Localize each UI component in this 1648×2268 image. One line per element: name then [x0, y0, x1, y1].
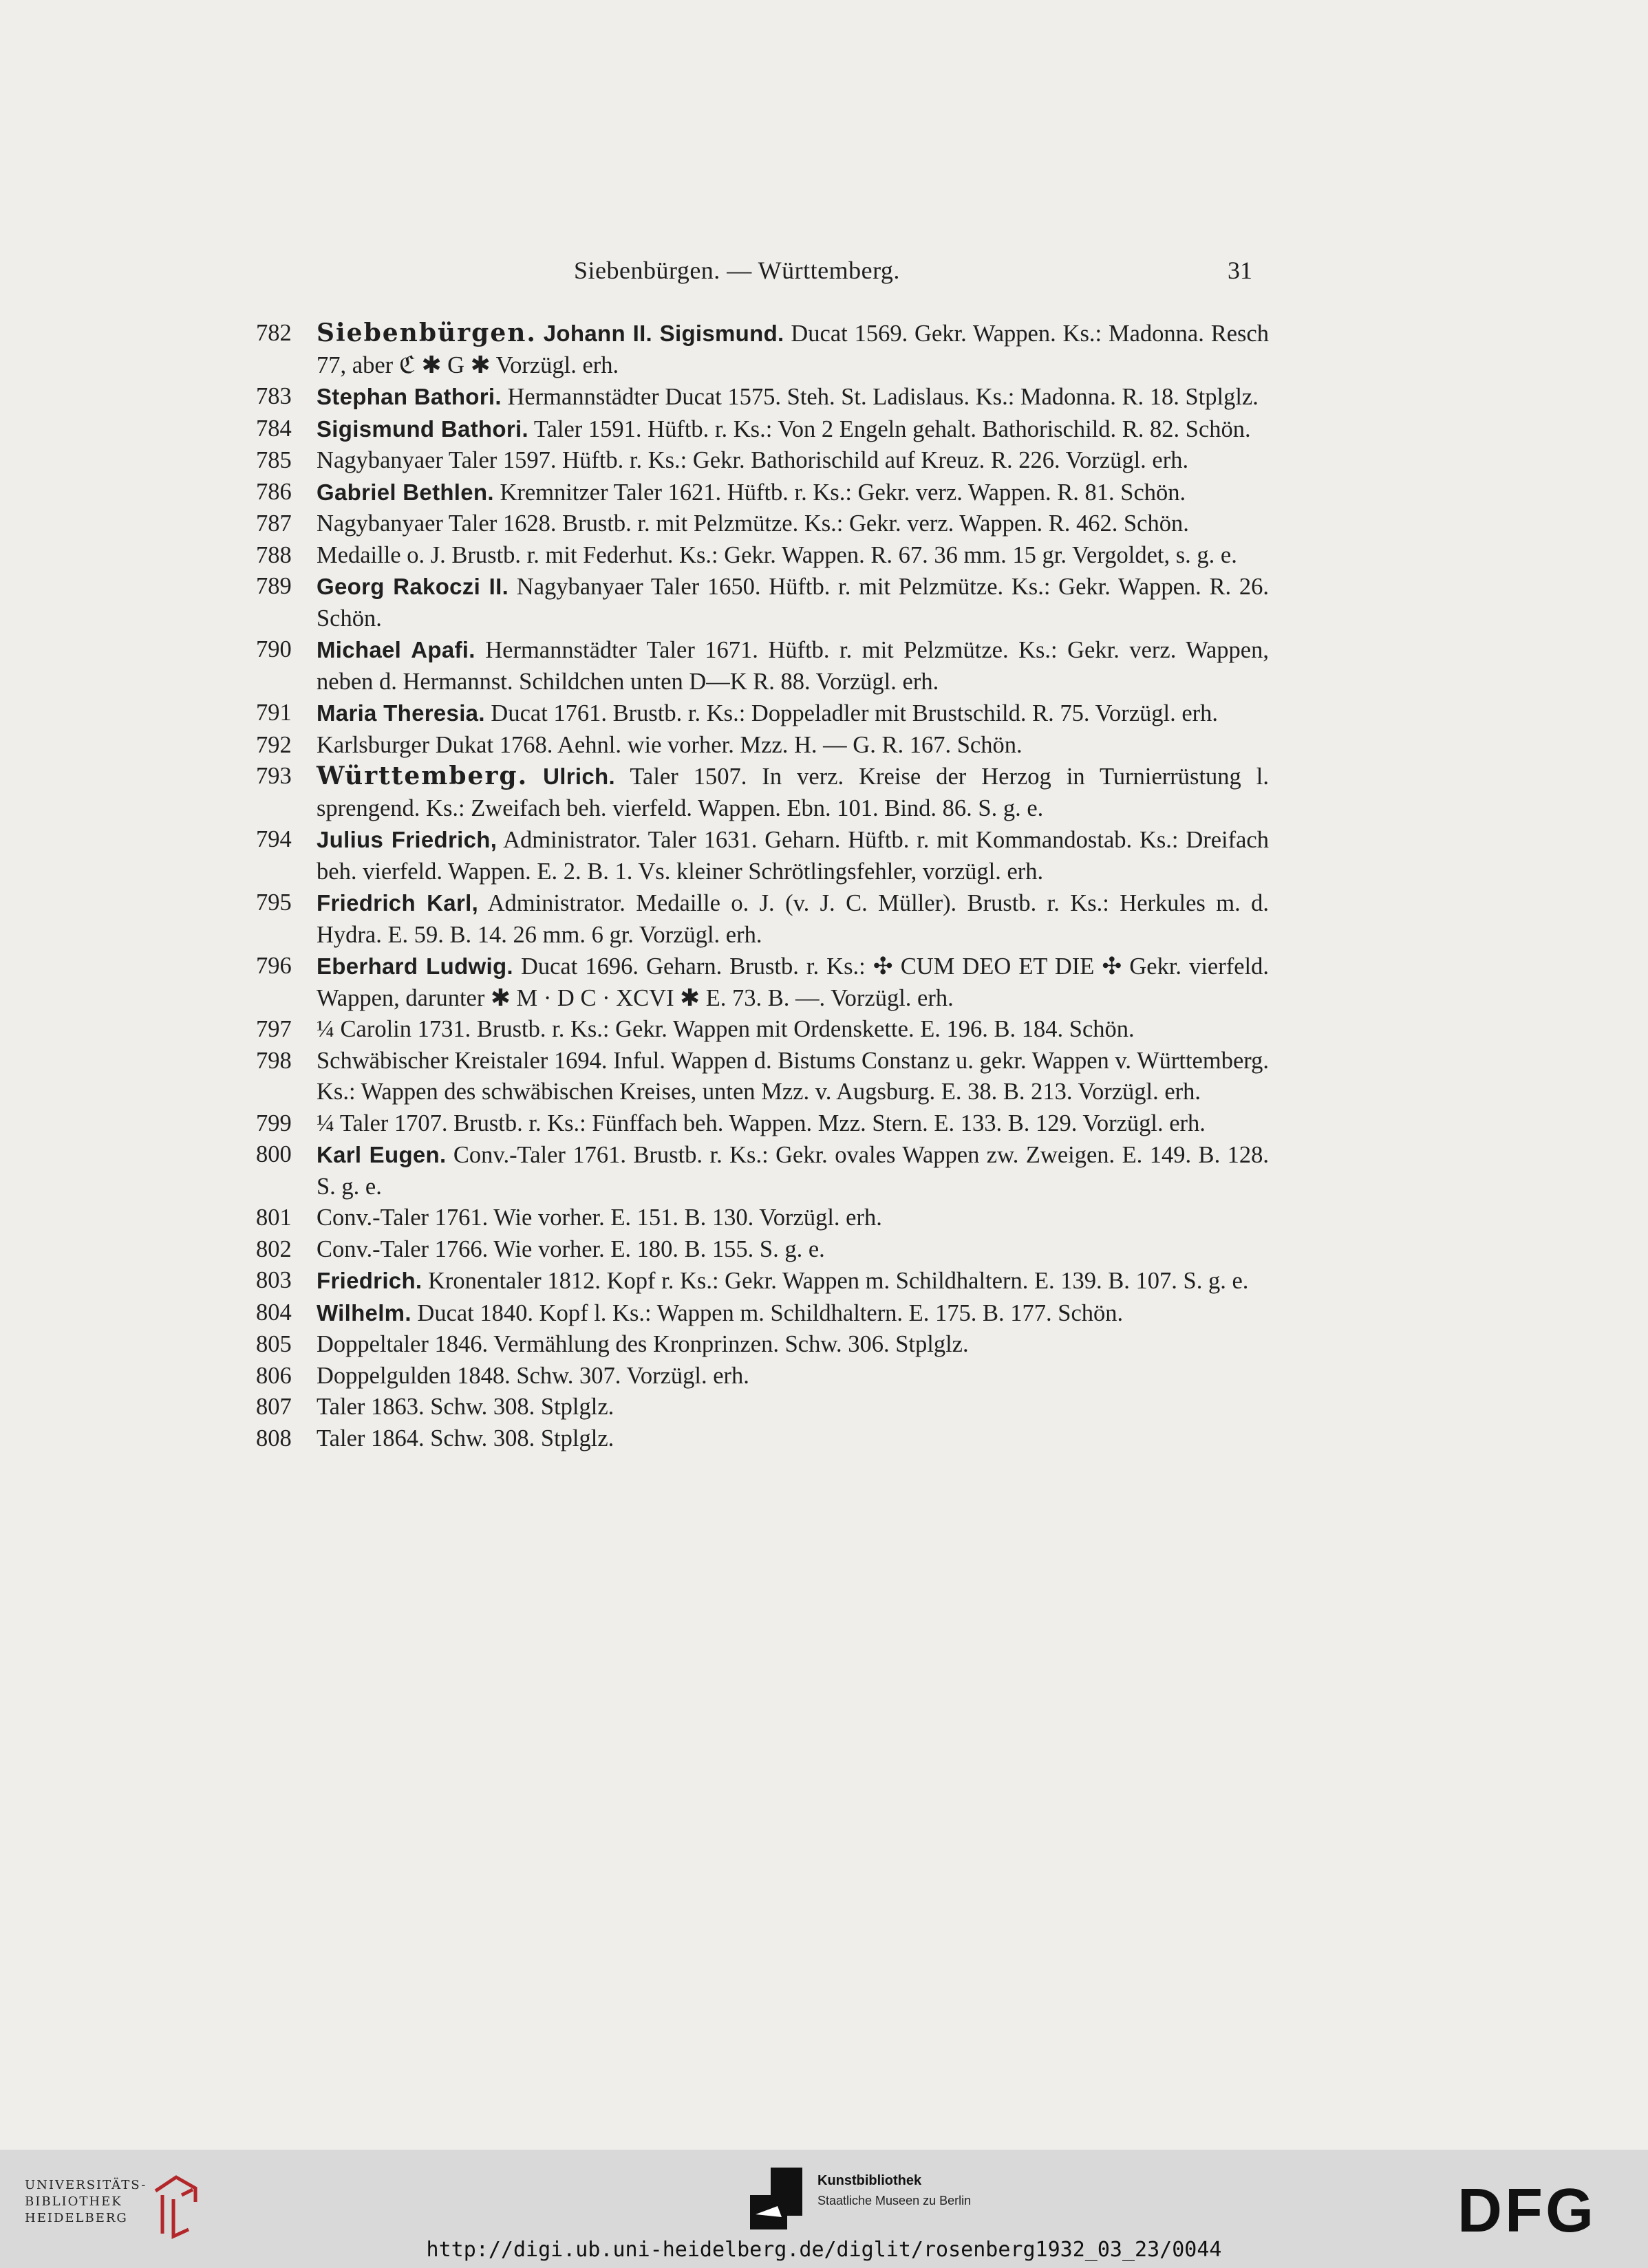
- catalog-entry: [248, 477, 1280, 509]
- entry-description: [317, 1202, 1280, 1234]
- region-heading: Siebenbürgen.: [317, 318, 537, 347]
- catalog-entry: [248, 887, 1280, 951]
- entry-description: [317, 1392, 1280, 1423]
- entry-number: 795: [256, 889, 292, 916]
- entry-description: [317, 381, 1280, 413]
- entry-number: 784: [256, 415, 292, 442]
- entry-number: 788: [256, 541, 292, 568]
- catalog-entry: [248, 1046, 1280, 1108]
- entry-text: Nagybanyaer Taler 1650. Hüftb. r. mit Pelzmütze. Ks.: Gekr. Wappen. R. 26. Schön.: [317, 574, 1269, 631]
- entry-description: [317, 1423, 1280, 1455]
- kunstbibliothek-icon: [750, 2168, 802, 2229]
- entry-number: 807: [256, 1394, 292, 1420]
- entry-text: [537, 321, 544, 347]
- entry-text: Hermannstädter Taler 1671. Hüftb. r. mit Pelzmütze. Ks.: Gekr. verz. Wappen, neben d. Hermannst. Schildchen unten D—K R. 88. Vorzügl. erh.: [317, 637, 1269, 695]
- entry-description: [317, 761, 1280, 824]
- entry-text: Ducat 1761. Brustb. r. Ks.: Doppeladler mit Brustschild. R. 75. Vorzügl. erh.: [484, 700, 1219, 726]
- entry-text: Doppeltaler 1846. Vermählung des Kronprinzen. Schw. 306. Stplglz.: [317, 1331, 969, 1357]
- entry-text: Taler 1863. Schw. 308. Stplglz.: [317, 1394, 614, 1420]
- entry-number: 782: [256, 320, 292, 346]
- ruler-name: Karl Eugen.: [317, 1142, 447, 1167]
- catalog-entry: [248, 1423, 1280, 1455]
- entry-number: 790: [256, 636, 292, 662]
- catalog-entry: [248, 1234, 1280, 1266]
- entry-number: 798: [256, 1047, 292, 1074]
- catalog-entry: [248, 1392, 1280, 1423]
- entry-number: 792: [256, 731, 292, 758]
- entry-number: 799: [256, 1110, 292, 1136]
- entry-text: Taler 1507. In verz. Kreise der Herzog in Turnierrüstung l. sprengend. Ks.: Zweifach beh. vierfeld. Wappen. Ebn. 101. Bind. 86. S. g. e.: [317, 764, 1270, 821]
- catalog-entry: [248, 1265, 1280, 1297]
- running-head: [0, 256, 1648, 297]
- entry-text: Conv.-Taler 1761. Brustb. r. Ks.: Gekr. ovales Wappen zw. Zweigen. E. 149. B. 128. S. g. e.: [317, 1142, 1270, 1200]
- entry-description: [317, 698, 1280, 730]
- entry-description: [317, 1361, 1280, 1392]
- entry-number: 797: [256, 1016, 292, 1042]
- entry-text: Ducat 1569. Gekr. Wappen. Ks.: Madonna. Resch 77, aber ℭ ✱ G ✱ Vorzügl. erh.: [317, 321, 1270, 378]
- entry-text: Schwäbischer Kreistaler 1694. Inful. Wappen d. Bistums Constanz u. gekr. Wappen v. Württemberg. Ks.: Wappen des schwäbischen Kreises, unten Mzz. v. Augsburg. E. 38. B. 213. Vorzügl. erh.: [317, 1047, 1269, 1105]
- entry-description: [317, 445, 1280, 477]
- ruler-name: Friedrich.: [317, 1268, 422, 1293]
- entry-number: 786: [256, 478, 292, 505]
- entry-description: [317, 571, 1280, 634]
- entry-description: [317, 1139, 1280, 1202]
- entry-description: [317, 887, 1280, 951]
- ruler-name: Julius Friedrich,: [317, 827, 497, 852]
- entry-description: [317, 951, 1280, 1014]
- ruler-name: Johann II. Sigismund.: [543, 321, 784, 346]
- ruler-name: Maria Theresia.: [317, 700, 485, 726]
- ruler-name: Sigismund Bathori.: [317, 415, 528, 442]
- entry-text: Conv.-Taler 1761. Wie vorher. E. 151. B. 130. Vorzügl. erh.: [317, 1205, 882, 1231]
- kunstbibliothek-logo[interactable]: [750, 2168, 1025, 2229]
- entry-number: 785: [256, 447, 292, 473]
- entry-description: [317, 1234, 1280, 1266]
- entry-text: Nagybanyaer Taler 1628. Brustb. r. mit Pelzmütze. Ks.: Gekr. verz. Wappen. R. 462. Schön.: [317, 510, 1189, 537]
- entry-description: [317, 730, 1280, 762]
- catalog-entry: [248, 634, 1280, 698]
- entry-text: Ducat 1696. Geharn. Brustb. r. Ks.: ✣ CUM DEO ET DIE ✣ Gekr. vierfeld. Wappen, darunter ✱ M · D C · XCVI ✱ E. 73. B. —. Vorzügl. erh.: [317, 953, 1269, 1011]
- ruler-name: Gabriel Bethlen.: [317, 479, 494, 505]
- entry-text: Taler 1591. Hüftb. r. Ks.: Von 2 Engeln gehalt. Bathorischild. R. 82. Schön.: [528, 415, 1251, 442]
- catalog-entry: [248, 381, 1280, 413]
- entry-number: 794: [256, 826, 292, 852]
- uni-logo-line: BIBLIOTHEK: [25, 2194, 122, 2209]
- entry-description: [317, 1265, 1280, 1297]
- entry-text: ¼ Taler 1707. Brustb. r. Ks.: Fünffach beh. Wappen. Mzz. Stern. E. 133. B. 129. Vorzügl. erh.: [317, 1110, 1206, 1136]
- catalog-list: [248, 318, 1280, 1454]
- entry-text: ¼ Carolin 1731. Brustb. r. Ks.: Gekr. Wappen mit Ordenskette. E. 196. B. 184. Schön.: [317, 1016, 1135, 1042]
- catalog-entry: [248, 1297, 1280, 1330]
- catalog-entry: [248, 1202, 1280, 1234]
- entry-description: [317, 1108, 1280, 1140]
- catalog-entry: [248, 508, 1280, 540]
- kunstbibliothek-subtitle: Staatliche Museen zu Berlin: [817, 2194, 972, 2207]
- entry-description: [317, 1329, 1280, 1361]
- entry-number: 803: [256, 1267, 292, 1293]
- ruler-name: Michael Apafi.: [317, 637, 475, 662]
- catalog-entry: [248, 951, 1280, 1014]
- catalog-entry: [248, 698, 1280, 730]
- catalog-entry: [248, 1139, 1280, 1202]
- catalog-entry: [248, 1361, 1280, 1392]
- entry-number: 808: [256, 1425, 292, 1451]
- entry-description: [317, 1014, 1280, 1046]
- entry-text: Medaille o. J. Brustb. r. mit Federhut. Ks.: Gekr. Wappen. R. 67. 36 mm. 15 gr. Vergoldet, s. g. e.: [317, 541, 1237, 568]
- catalog-entry: [248, 824, 1280, 887]
- catalog-entry: [248, 413, 1280, 446]
- catalog-entry: [248, 1329, 1280, 1361]
- entry-description: [317, 634, 1280, 698]
- entry-description: [317, 1046, 1280, 1108]
- entry-text: Ducat 1840. Kopf l. Ks.: Wappen m. Schildhaltern. E. 175. B. 177. Schön.: [411, 1299, 1124, 1326]
- entry-text: Nagybanyaer Taler 1597. Hüftb. r. Ks.: Gekr. Bathorischild auf Kreuz. R. 226. Vorzügl. erh.: [317, 447, 1189, 473]
- ruler-name: Stephan Bathori.: [317, 384, 502, 409]
- entry-text: Kronentaler 1812. Kopf r. Ks.: Gekr. Wappen m. Schildhaltern. E. 139. B. 107. S. g. e.: [422, 1268, 1249, 1294]
- entry-text: Administrator. Medaille o. J. (v. J. C. Müller). Brustb. r. Ks.: Herkules m. d. Hydra. E. 59. B. 14. 26 mm. 6 gr. Vorzügl. erh.: [317, 890, 1269, 948]
- entry-text: Taler 1864. Schw. 308. Stplglz.: [317, 1425, 614, 1451]
- entry-description: [317, 413, 1280, 446]
- ruler-name: Eberhard Ludwig.: [317, 953, 513, 979]
- ruler-name: Friedrich Karl,: [317, 890, 479, 916]
- entry-text: Conv.-Taler 1766. Wie vorher. E. 180. B. 155. S. g. e.: [317, 1235, 825, 1262]
- entry-text: Hermannstädter Ducat 1575. Steh. St. Ladislaus. Ks.: Madonna. R. 18. Stplglz.: [501, 384, 1259, 410]
- catalog-entry: [248, 540, 1280, 572]
- entry-description: [317, 824, 1280, 887]
- entry-text: [528, 764, 543, 790]
- uni-logo-line: HEIDELBERG: [25, 2211, 128, 2225]
- ruler-name: Wilhelm.: [317, 1299, 411, 1326]
- entry-description: [317, 1297, 1280, 1330]
- page-url-link[interactable]: http://digi.ub.uni-heidelberg.de/diglit/rosenberg1932_03_23/0044: [426, 2238, 1222, 2262]
- catalog-entry: [248, 571, 1280, 634]
- entry-number: 789: [256, 573, 292, 599]
- entry-number: 796: [256, 953, 292, 979]
- entry-description: [317, 477, 1280, 509]
- page-number: 31: [1228, 257, 1252, 284]
- entry-number: 806: [256, 1362, 292, 1389]
- ruler-name: Georg Rakoczi II.: [317, 574, 509, 599]
- catalog-entry: [248, 318, 1280, 381]
- uni-logo-line: UNIVERSITÄTS-: [25, 2178, 147, 2192]
- heidelberg-seal-icon: [147, 2172, 202, 2240]
- entry-number: 805: [256, 1331, 292, 1357]
- entry-description: [317, 318, 1280, 381]
- catalog-entry: [248, 1108, 1280, 1140]
- entry-number: 802: [256, 1235, 292, 1262]
- catalog-entry: [248, 761, 1280, 824]
- entry-text: Kremnitzer Taler 1621. Hüftb. r. Ks.: Gekr. verz. Wappen. R. 81. Schön.: [493, 479, 1186, 506]
- entry-text: Doppelgulden 1848. Schw. 307. Vorzügl. erh.: [317, 1362, 749, 1389]
- entry-description: [317, 508, 1280, 540]
- region-heading: Württemberg.: [317, 762, 528, 790]
- entry-description: [317, 540, 1280, 572]
- catalog-entry: [248, 445, 1280, 477]
- entry-number: 787: [256, 510, 292, 537]
- entry-text: Karlsburger Dukat 1768. Aehnl. wie vorher. Mzz. H. — G. R. 167. Schön.: [317, 731, 1023, 758]
- entry-number: 804: [256, 1299, 292, 1326]
- entry-text: Administrator. Taler 1631. Geharn. Hüftb. r. mit Kommandostab. Ks.: Dreifach beh. vierfeld. Wappen. E. 2. B. 1. Vs. kleiner Schrötlingsfehler, vorzügl. erh.: [317, 827, 1269, 885]
- entry-number: 800: [256, 1141, 292, 1167]
- dfg-logo[interactable]: DFG: [1457, 2177, 1596, 2245]
- footer-bar: [0, 2150, 1648, 2268]
- entry-number: 791: [256, 700, 292, 726]
- heidelberg-library-logo[interactable]: [25, 2172, 204, 2240]
- heidelberg-library-logo-text: [25, 2177, 147, 2227]
- entry-number: 783: [256, 383, 292, 409]
- ruler-name: Ulrich.: [543, 764, 615, 789]
- catalog-entry: [248, 730, 1280, 762]
- entry-number: 801: [256, 1205, 292, 1231]
- catalog-entry: [248, 1014, 1280, 1046]
- running-head-title: Siebenbürgen. — Württemberg.: [574, 257, 900, 284]
- kunstbibliothek-name: Kunstbibliothek: [817, 2173, 922, 2188]
- entry-number: 793: [256, 763, 292, 789]
